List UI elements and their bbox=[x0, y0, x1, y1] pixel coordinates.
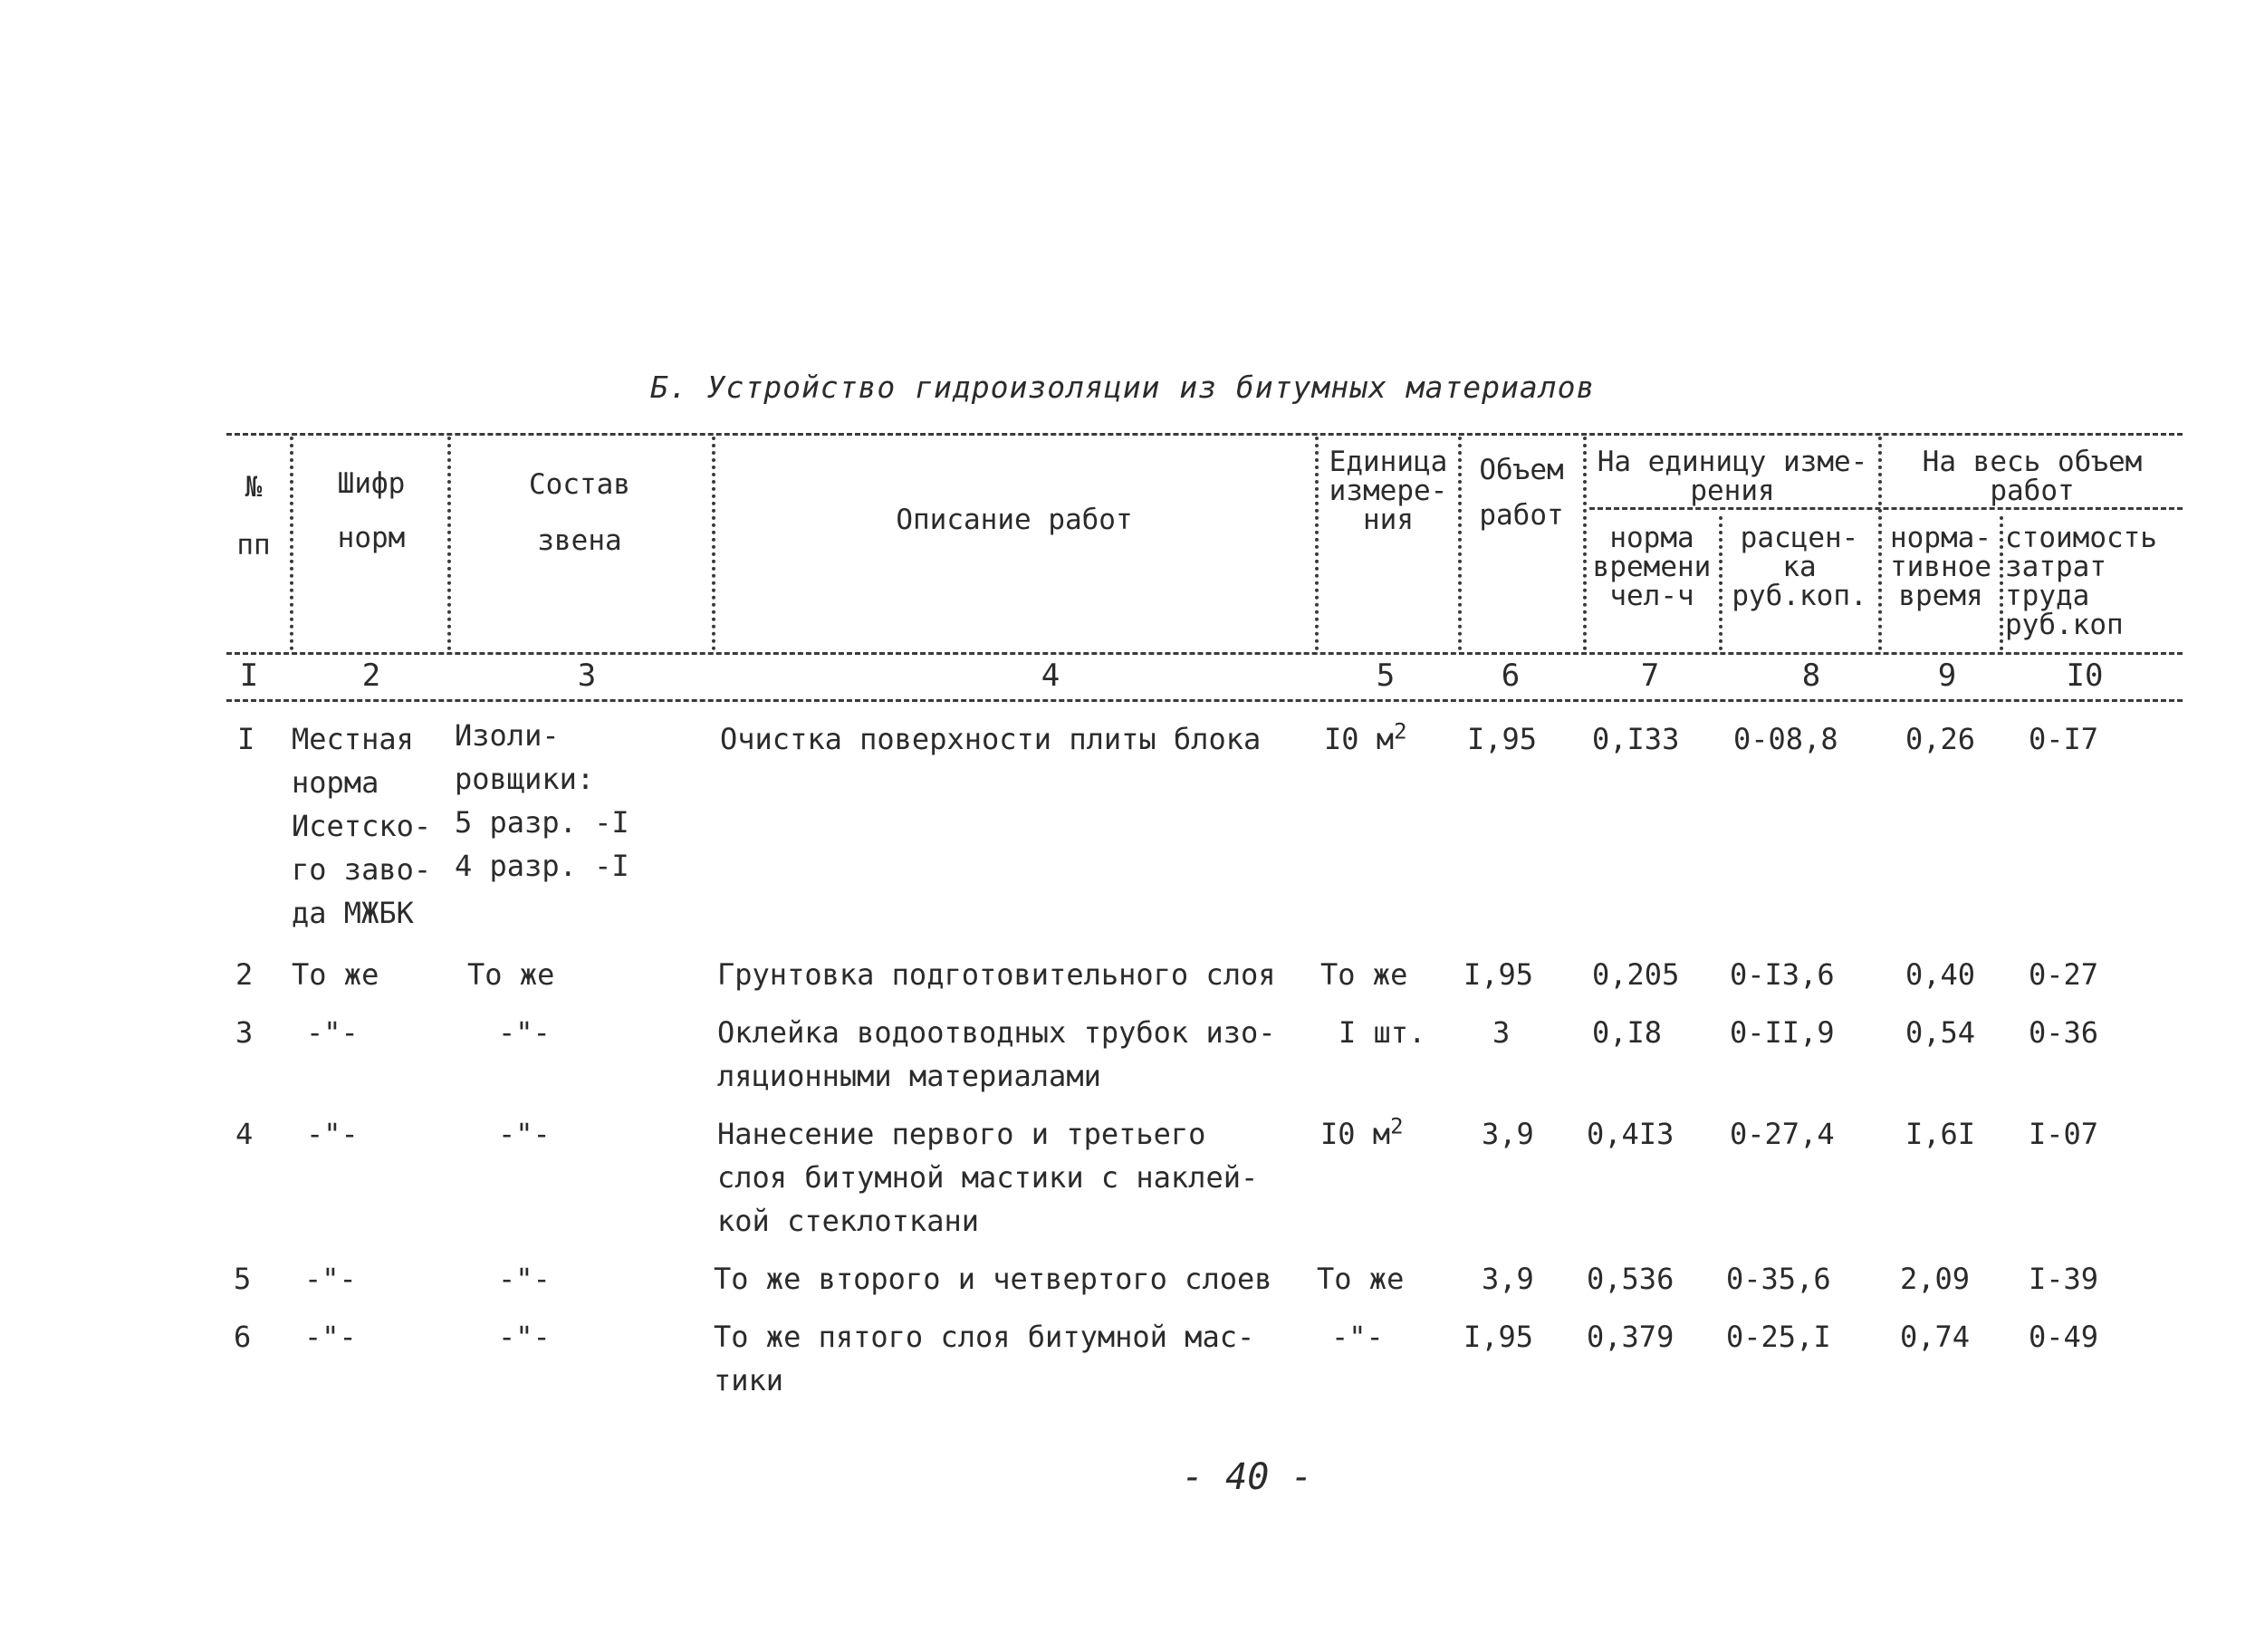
column-number-9: 9 bbox=[1937, 658, 1957, 694]
table-row-1-rate: 0-08,8 bbox=[1733, 722, 1838, 756]
divider-2 bbox=[447, 437, 451, 650]
table-row-2-code: То же bbox=[292, 957, 379, 992]
header-rate: расцен- ка руб.коп. bbox=[1732, 522, 1867, 612]
header-code: Шифр норм bbox=[337, 467, 406, 554]
column-numbers-rule bbox=[226, 699, 2183, 702]
header-crew: Состав звена bbox=[529, 468, 630, 557]
table-row-5-number: 5 bbox=[234, 1262, 252, 1296]
header-unit: Единица измере- ния bbox=[1329, 446, 1448, 536]
table-row-2-total-time: 0,40 bbox=[1905, 957, 1976, 992]
column-number-7: 7 bbox=[1640, 658, 1660, 694]
header-per-unit-group: На единицу изме- рения bbox=[1597, 446, 1868, 507]
header-volume: Объем работ bbox=[1479, 454, 1564, 532]
table-row-2-unit: То же bbox=[1320, 957, 1408, 992]
header-number: № пп bbox=[236, 471, 271, 562]
table-row-6-labor-cost: 0-49 bbox=[2029, 1320, 2099, 1354]
table-row-3-number: 3 bbox=[235, 1015, 254, 1050]
table-row-2-description: Грунтовка подготовительного слоя bbox=[717, 957, 1276, 992]
table-row-6-description: То же пятого слоя битумной мас- тики bbox=[714, 1320, 1255, 1397]
column-number-6: 6 bbox=[1501, 658, 1521, 694]
table-row-3-norm-time: 0,I8 bbox=[1592, 1015, 1663, 1050]
table-row-1-number: I bbox=[237, 722, 255, 756]
table-row-3-total-time: 0,54 bbox=[1905, 1015, 1976, 1050]
table-row-2-crew: То же bbox=[467, 957, 555, 992]
table-row-4-norm-time: 0,4I3 bbox=[1587, 1117, 1674, 1151]
table-row-2-norm-time: 0,205 bbox=[1592, 957, 1680, 992]
column-number-5: 5 bbox=[1376, 658, 1396, 694]
table-row-5-code: -"- bbox=[304, 1262, 357, 1296]
page-number: - 40 - bbox=[1182, 1456, 1313, 1498]
divider-8 bbox=[1878, 437, 1882, 650]
table-row-6-total-time: 0,74 bbox=[1900, 1320, 1971, 1354]
table-row-6-volume: I,95 bbox=[1463, 1320, 1534, 1354]
table-row-1-crew: Изоли- ровщики: 5 разр. -I 4 разр. -I bbox=[455, 718, 629, 883]
table-row-4-code: -"- bbox=[306, 1117, 359, 1151]
table-row-5-unit: То же bbox=[1317, 1262, 1405, 1296]
table-row-4-rate: 0-27,4 bbox=[1730, 1117, 1835, 1151]
column-number-1: I bbox=[239, 658, 259, 694]
table-row-6-norm-time: 0,379 bbox=[1587, 1320, 1674, 1354]
divider-4 bbox=[1315, 437, 1319, 650]
divider-9 bbox=[2000, 516, 2003, 650]
header-labor-cost: стоимость затрат труда руб.коп bbox=[2005, 522, 2157, 641]
column-number-4: 4 bbox=[1041, 658, 1060, 694]
table-row-3-crew: -"- bbox=[498, 1015, 551, 1050]
table-row-5-rate: 0-35,6 bbox=[1726, 1262, 1831, 1296]
table-row-4-total-time: I,6I bbox=[1905, 1117, 1976, 1151]
header-description: Описание работ bbox=[896, 504, 1133, 536]
table-row-2-rate: 0-I3,6 bbox=[1730, 957, 1835, 992]
table-row-4-unit: I0 $м^2$ bbox=[1320, 1113, 1404, 1151]
table-row-4-description: Нанесение первого и третьего слоя битумной мастики с наклей- кой стеклоткани bbox=[717, 1117, 1259, 1238]
table-row-4-crew: -"- bbox=[498, 1117, 551, 1151]
table-row-1-total-time: 0,26 bbox=[1905, 722, 1976, 756]
divider-3 bbox=[712, 437, 715, 650]
table-row-6-crew: -"- bbox=[498, 1320, 551, 1354]
table-row-1-unit: I0 $м^2$ bbox=[1324, 718, 1407, 756]
table-row-6-rate: 0-25,I bbox=[1726, 1320, 1831, 1354]
table-row-4-labor-cost: I-07 bbox=[2029, 1117, 2099, 1151]
header-total-group: На весь объем работ bbox=[1922, 446, 2143, 507]
table-row-5-norm-time: 0,536 bbox=[1587, 1262, 1674, 1296]
divider-6 bbox=[1583, 437, 1587, 650]
subheader-rule bbox=[1589, 507, 2183, 510]
table-row-3-labor-cost: 0-36 bbox=[2029, 1015, 2099, 1050]
table-row-1-code: Местная норма Исетско- го заво- да МЖБК bbox=[292, 722, 432, 930]
divider-5 bbox=[1458, 437, 1462, 650]
section-title: Б. Устройство гидроизоляции из битумных материалов bbox=[650, 370, 1596, 405]
table-row-1-norm-time: 0,I33 bbox=[1592, 722, 1680, 756]
table-row-5-volume: 3,9 bbox=[1482, 1262, 1534, 1296]
table-row-4-volume: 3,9 bbox=[1482, 1117, 1534, 1151]
divider-1 bbox=[290, 437, 293, 650]
table-row-2-number: 2 bbox=[235, 957, 254, 992]
header-total-time: норма- тивное время bbox=[1890, 522, 1991, 612]
table-row-6-unit: -"- bbox=[1331, 1320, 1384, 1354]
table-row-5-total-time: 2,09 bbox=[1900, 1262, 1971, 1296]
table-row-5-description: То же второго и четвертого слоев bbox=[714, 1262, 1272, 1296]
table-row-6-number: 6 bbox=[234, 1320, 252, 1354]
table-row-3-code: -"- bbox=[306, 1015, 359, 1050]
table-row-5-crew: -"- bbox=[498, 1262, 551, 1296]
header-norm-time: норма времени чел-ч bbox=[1592, 522, 1712, 612]
table-row-6-code: -"- bbox=[304, 1320, 357, 1354]
table-row-3-volume: 3 bbox=[1492, 1015, 1511, 1050]
table-row-4-number: 4 bbox=[235, 1117, 254, 1151]
table-row-1-labor-cost: 0-I7 bbox=[2029, 722, 2099, 756]
table-row-2-labor-cost: 0-27 bbox=[2029, 957, 2099, 992]
column-number-10: I0 bbox=[2066, 658, 2104, 694]
column-number-8: 8 bbox=[1801, 658, 1821, 694]
table-row-5-labor-cost: I-39 bbox=[2029, 1262, 2099, 1296]
table-row-1-volume: I,95 bbox=[1467, 722, 1538, 756]
header-bottom-rule bbox=[226, 652, 2183, 655]
table-row-3-rate: 0-II,9 bbox=[1730, 1015, 1835, 1050]
table-row-2-volume: I,95 bbox=[1463, 957, 1534, 992]
column-number-2: 2 bbox=[361, 658, 381, 694]
column-number-3: 3 bbox=[577, 658, 597, 694]
table-row-3-description: Оклейка водоотводных трубок изо- ляционными материалами bbox=[717, 1015, 1276, 1093]
table-row-3-unit: I шт. bbox=[1339, 1015, 1426, 1050]
table-top-rule bbox=[226, 433, 2183, 436]
table-row-1-description: Очистка поверхности плиты блока bbox=[720, 722, 1262, 756]
